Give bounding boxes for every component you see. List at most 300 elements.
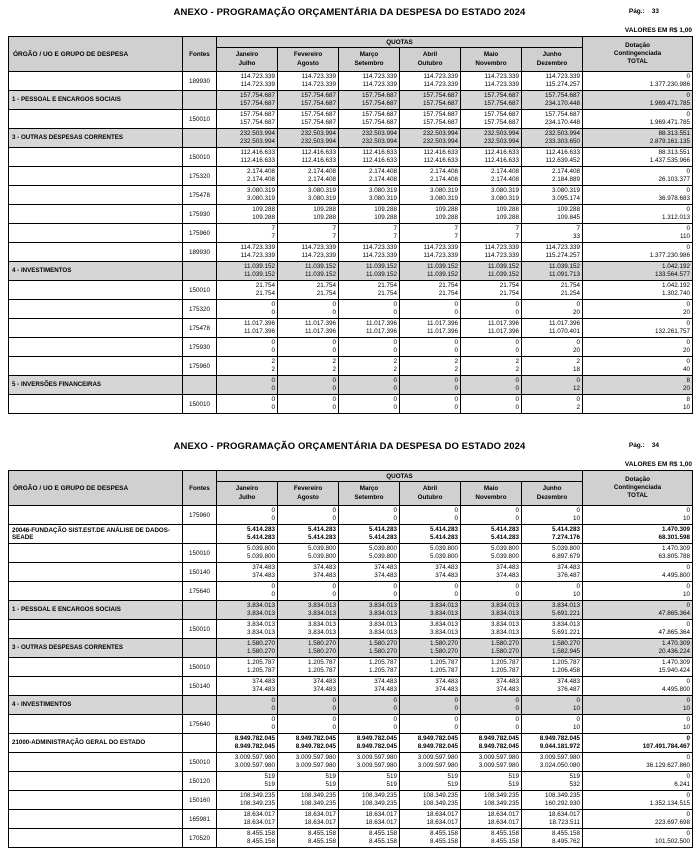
- semester1-value: 18.634.017: [426, 810, 458, 818]
- semester1-value: 0: [271, 715, 275, 723]
- col-header-month-1: [278, 482, 339, 506]
- total-value: 36.978.683: [658, 195, 691, 202]
- page-header: [0, 7, 699, 20]
- semester2-value: 8.949.782.045: [478, 743, 519, 750]
- cell-orgao: 1 - PESSOAL E ENCARGOS SOCIAIS: [9, 601, 183, 620]
- cell-fonte: [183, 91, 217, 110]
- month-line1: Março: [359, 51, 379, 58]
- semester2-value: 2: [454, 366, 458, 373]
- month-line2: Setembro: [354, 59, 384, 67]
- total-value: 47.865.364: [658, 629, 691, 636]
- cell-month-0: [217, 810, 278, 829]
- cell-month-4: [461, 601, 522, 620]
- cell-month-4: [461, 696, 522, 715]
- cell-orgao: [9, 186, 183, 205]
- semester1-value: 3.834.013: [552, 620, 581, 628]
- semester1-value: 0: [576, 506, 581, 514]
- semester1-value: 8.949.782.045: [295, 734, 336, 742]
- cell-month-1: [278, 205, 339, 224]
- semester1-value: 1.205.787: [490, 658, 519, 666]
- cell-orgao: [9, 395, 183, 414]
- cell-month-3: [400, 525, 461, 544]
- semester1-value: 3.009.597.980: [417, 753, 458, 761]
- table-row: [9, 525, 693, 544]
- page-number-label: Pág.:: [628, 8, 645, 15]
- cell-month-4: [461, 91, 522, 110]
- semester2-value: 374.483: [313, 572, 336, 579]
- cell-month-5: [522, 829, 583, 848]
- contingenciada-value: 0: [686, 205, 691, 213]
- total-value: 133.564.577: [654, 271, 691, 278]
- semester1-value: 1.580.270: [246, 639, 275, 647]
- semester2-value: 109.288: [313, 214, 336, 221]
- semester2-value: 9.044.181.972: [539, 743, 581, 750]
- cell-dotacao: [583, 224, 693, 243]
- semester2-value: 0: [271, 404, 275, 411]
- cell-fonte: 150010: [183, 658, 217, 677]
- cell-month-3: [400, 791, 461, 810]
- semester2-value: 11.091.713: [548, 271, 581, 278]
- table-row: [9, 582, 693, 601]
- semester1-value: 11.017.396: [304, 319, 336, 327]
- cell-month-3: [400, 357, 461, 376]
- semester2-value: 11.017.396: [365, 328, 397, 335]
- cell-month-0: [217, 525, 278, 544]
- semester1-value: 0: [576, 376, 581, 384]
- semester1-value: 5.414.283: [490, 525, 519, 533]
- semester1-value: 0: [393, 338, 397, 346]
- semester2-value: 3.009.597.980: [356, 762, 397, 769]
- semester1-value: 0: [454, 338, 458, 346]
- total-value: 1.302.740: [662, 290, 691, 297]
- semester1-value: 5.414.283: [552, 525, 581, 533]
- cell-month-2: [339, 262, 400, 281]
- semester2-value: 0: [393, 385, 397, 392]
- contingenciada-value: 0: [686, 734, 691, 742]
- cell-month-3: [400, 829, 461, 848]
- cell-month-3: [400, 129, 461, 148]
- cell-fonte: 175320: [183, 300, 217, 319]
- contingenciada-value: 1.470.309: [662, 544, 691, 552]
- cell-dotacao: [583, 582, 693, 601]
- semester2-value: 10: [573, 705, 581, 712]
- semester1-value: 0: [454, 715, 458, 723]
- table-row: [9, 791, 693, 810]
- semester2-value: 519: [386, 781, 397, 788]
- semester2-value: 11.039.152: [365, 271, 397, 278]
- semester2-value: 8.455.158: [246, 838, 275, 845]
- semester1-value: 114.723.339: [301, 243, 336, 251]
- semester2-value: 0: [515, 591, 519, 598]
- semester1-value: 8.455.158: [429, 829, 458, 837]
- semester2-value: 114.723.339: [240, 252, 275, 259]
- semester2-value: 3.009.597.980: [478, 762, 519, 769]
- cell-month-1: [278, 639, 339, 658]
- semester2-value: 374.483: [496, 686, 519, 693]
- cell-orgao: [9, 224, 183, 243]
- cell-fonte: 150010: [183, 620, 217, 639]
- cell-month-4: [461, 639, 522, 658]
- cell-month-5: [522, 395, 583, 414]
- cell-dotacao: [583, 148, 693, 167]
- cell-month-2: [339, 582, 400, 601]
- semester1-value: 232.503.994: [544, 129, 581, 137]
- budget-table: [8, 470, 693, 848]
- cell-month-3: [400, 224, 461, 243]
- semester2-value: 8.949.782.045: [234, 743, 275, 750]
- semester1-value: 5.039.800: [429, 544, 458, 552]
- cell-month-1: [278, 791, 339, 810]
- semester2-value: 5.039.800: [307, 553, 336, 560]
- semester1-value: 112.416.633: [545, 148, 581, 156]
- semester1-value: 8.455.158: [307, 829, 336, 837]
- semester1-value: 157.754.687: [483, 91, 519, 99]
- semester2-value: 114.723.339: [301, 81, 336, 88]
- cell-month-1: [278, 395, 339, 414]
- contingenciada-value: 0: [686, 357, 691, 365]
- col-header-month-4: [461, 482, 522, 506]
- semester1-value: 5.414.283: [429, 525, 458, 533]
- semester2-value: 21.754: [377, 290, 397, 297]
- cell-month-3: [400, 715, 461, 734]
- cell-fonte: 175320: [183, 167, 217, 186]
- semester1-value: 232.503.994: [361, 129, 397, 137]
- total-value: 6.241: [674, 781, 691, 788]
- semester1-value: 114.723.339: [362, 243, 397, 251]
- semester2-value: 3.834.013: [307, 629, 336, 636]
- semester2-value: 1.580.270: [307, 648, 336, 655]
- cell-fonte: 175930: [183, 205, 217, 224]
- semester1-value: 114.723.339: [240, 243, 275, 251]
- semester2-value: 519: [508, 781, 519, 788]
- cell-month-0: [217, 791, 278, 810]
- semester2-value: 2.174.408: [490, 176, 519, 183]
- cell-orgao: [9, 544, 183, 563]
- semester1-value: 7: [576, 224, 581, 232]
- total-value: 110: [679, 233, 691, 240]
- semester2-value: 11.017.396: [426, 328, 458, 335]
- semester1-value: 5.414.283: [368, 525, 397, 533]
- semester1-value: 0: [332, 300, 336, 308]
- semester2-value: 157.754.687: [422, 100, 458, 107]
- cell-month-1: [278, 696, 339, 715]
- cell-month-2: [339, 620, 400, 639]
- cell-month-4: [461, 395, 522, 414]
- cell-month-5: [522, 810, 583, 829]
- semester2-value: 108.349.235: [361, 800, 397, 807]
- cell-month-4: [461, 129, 522, 148]
- cell-month-0: [217, 224, 278, 243]
- semester2-value: 18: [573, 366, 581, 373]
- semester2-value: 0: [515, 705, 519, 712]
- cell-fonte: [183, 639, 217, 658]
- semester1-value: 8.949.782.045: [478, 734, 519, 742]
- col-header-month-0: [217, 482, 278, 506]
- semester2-value: 5.414.283: [490, 534, 519, 541]
- cell-month-5: [522, 110, 583, 129]
- col-header-fontes: Fontes: [183, 471, 217, 506]
- semester1-value: 3.834.013: [246, 620, 275, 628]
- semester2-value: 11.039.152: [426, 271, 458, 278]
- semester2-value: 519: [325, 781, 336, 788]
- table-row: [9, 810, 693, 829]
- cell-fonte: 170520: [183, 829, 217, 848]
- cell-month-1: [278, 243, 339, 262]
- table-row: [9, 601, 693, 620]
- cell-month-0: [217, 395, 278, 414]
- semester2-value: 3.834.013: [429, 610, 458, 617]
- cell-month-4: [461, 582, 522, 601]
- semester1-value: 112.416.633: [423, 148, 458, 156]
- semester2-value: 0: [332, 309, 336, 316]
- semester2-value: 11.039.152: [304, 271, 336, 278]
- semester2-value: 0: [332, 515, 336, 522]
- cell-orgao: [9, 829, 183, 848]
- cell-month-3: [400, 544, 461, 563]
- dotacao-label-line1: Dotação: [625, 42, 650, 49]
- cell-fonte: 175960: [183, 224, 217, 243]
- semester1-value: 21.754: [377, 281, 397, 289]
- semester1-value: 0: [393, 506, 397, 514]
- semester1-value: 8.455.158: [552, 829, 581, 837]
- cell-fonte: 175478: [183, 186, 217, 205]
- cell-month-5: [522, 715, 583, 734]
- semester1-value: 0: [515, 506, 519, 514]
- semester2-value: 11.017.396: [243, 328, 275, 335]
- semester2-value: 0: [515, 347, 519, 354]
- cell-month-1: [278, 110, 339, 129]
- semester1-value: 0: [454, 506, 458, 514]
- cell-orgao: 4 - INVESTIMENTOS: [9, 262, 183, 281]
- semester1-value: 0: [576, 582, 581, 590]
- cell-month-2: [339, 677, 400, 696]
- semester1-value: 1.580.270: [368, 639, 397, 647]
- semester2-value: 0: [454, 404, 458, 411]
- semester1-value: 232.503.994: [239, 129, 275, 137]
- semester2-value: 10: [573, 591, 581, 598]
- cell-fonte: 175640: [183, 715, 217, 734]
- semester2-value: 0: [515, 309, 519, 316]
- cell-orgao: [9, 658, 183, 677]
- table-row: [9, 110, 693, 129]
- semester1-value: 21.754: [499, 281, 519, 289]
- cell-dotacao: [583, 129, 693, 148]
- contingenciada-value: 0: [686, 791, 691, 799]
- semester1-value: 0: [332, 696, 336, 704]
- cell-fonte: 175478: [183, 319, 217, 338]
- cell-month-0: [217, 544, 278, 563]
- cell-orgao: [9, 319, 183, 338]
- semester1-value: 0: [271, 376, 275, 384]
- semester2-value: 1.582.945: [552, 648, 581, 655]
- semester2-value: 11.070.401: [548, 328, 581, 335]
- semester2-value: 0: [454, 515, 458, 522]
- contingenciada-value: 1.470.309: [662, 639, 691, 647]
- semester1-value: 11.017.396: [487, 319, 519, 327]
- contingenciada-value: 1.470.309: [662, 658, 691, 666]
- cell-month-2: [339, 563, 400, 582]
- semester1-value: 3.834.013: [368, 601, 397, 609]
- table-row: [9, 72, 693, 91]
- semester1-value: 3.834.013: [490, 620, 519, 628]
- semester1-value: 157.754.687: [544, 110, 581, 118]
- semester1-value: 157.754.687: [300, 91, 336, 99]
- col-header-quotas: QUOTAS: [217, 37, 583, 48]
- semester1-value: 0: [576, 395, 581, 403]
- semester1-value: 374.483: [557, 677, 581, 685]
- cell-month-2: [339, 72, 400, 91]
- cell-month-4: [461, 506, 522, 525]
- cell-month-5: [522, 525, 583, 544]
- currency-note: VALORES EM R$ 1,00: [624, 27, 692, 34]
- cell-month-1: [278, 167, 339, 186]
- month-line2: Outubro: [417, 59, 443, 67]
- semester2-value: 109.288: [252, 214, 275, 221]
- semester2-value: 374.483: [374, 572, 397, 579]
- semester2-value: 232.503.994: [361, 138, 397, 145]
- month-line1: Janeiro: [235, 485, 259, 492]
- cell-fonte: [183, 734, 217, 753]
- cell-orgao: 5 - INVERSÕES FINANCEIRAS: [9, 376, 183, 395]
- semester2-value: 0: [271, 385, 275, 392]
- semester2-value: 376.487: [557, 686, 581, 693]
- cell-month-2: [339, 91, 400, 110]
- semester2-value: 233.303.650: [544, 138, 581, 145]
- semester2-value: 18.634.017: [243, 819, 275, 826]
- cell-month-4: [461, 281, 522, 300]
- semester2-value: 3.080.319: [490, 195, 519, 202]
- cell-month-3: [400, 506, 461, 525]
- semester2-value: 1.580.270: [429, 648, 458, 655]
- semester1-value: 109.288: [435, 205, 458, 213]
- cell-month-4: [461, 262, 522, 281]
- semester1-value: 2.174.408: [368, 167, 397, 175]
- semester1-value: 0: [576, 715, 581, 723]
- semester1-value: 374.483: [435, 563, 458, 571]
- semester1-value: 0: [454, 696, 458, 704]
- semester1-value: 114.723.339: [545, 243, 581, 251]
- month-line2: Dezembro: [536, 59, 568, 67]
- cell-orgao: [9, 205, 183, 224]
- cell-month-1: [278, 677, 339, 696]
- semester2-value: 5.039.800: [368, 553, 397, 560]
- cell-month-1: [278, 620, 339, 639]
- cell-orgao: [9, 281, 183, 300]
- semester1-value: 108.349.235: [239, 791, 275, 799]
- semester1-value: 5.039.800: [552, 544, 581, 552]
- cell-orgao: [9, 110, 183, 129]
- cell-month-5: [522, 205, 583, 224]
- semester1-value: 157.754.687: [483, 110, 519, 118]
- cell-fonte: 150140: [183, 563, 217, 582]
- cell-month-5: [522, 338, 583, 357]
- cell-month-5: [522, 148, 583, 167]
- semester2-value: 108.349.235: [300, 800, 336, 807]
- cell-dotacao: [583, 262, 693, 281]
- semester2-value: 0: [271, 347, 275, 354]
- semester1-value: 0: [271, 300, 275, 308]
- semester2-value: 157.754.687: [300, 100, 336, 107]
- semester2-value: 157.754.687: [483, 100, 519, 107]
- month-line1: Junho: [542, 51, 562, 58]
- semester2-value: 3.834.013: [246, 629, 275, 636]
- semester2-value: 0: [515, 515, 519, 522]
- cell-month-3: [400, 582, 461, 601]
- semester2-value: 2.174.408: [307, 176, 336, 183]
- semester2-value: 0: [332, 404, 336, 411]
- semester1-value: 2.174.408: [552, 167, 581, 175]
- total-value: 1.377.230.986: [649, 81, 691, 88]
- contingenciada-value: 8: [686, 395, 691, 403]
- semester1-value: 7: [515, 224, 519, 232]
- cell-month-0: [217, 167, 278, 186]
- month-line1: Fevereiro: [293, 51, 323, 58]
- cell-orgao: [9, 620, 183, 639]
- semester1-value: 108.349.235: [300, 791, 336, 799]
- semester2-value: 157.754.687: [239, 100, 275, 107]
- cell-month-4: [461, 186, 522, 205]
- month-line2: Novembro: [475, 493, 507, 501]
- semester1-value: 112.416.633: [484, 148, 519, 156]
- month-line2: Dezembro: [536, 493, 568, 501]
- semester1-value: 3.009.597.980: [234, 753, 275, 761]
- cell-month-4: [461, 810, 522, 829]
- semester1-value: 114.723.339: [423, 72, 458, 80]
- semester1-value: 8.455.158: [246, 829, 275, 837]
- cell-orgao: 4 - INVESTIMENTOS: [9, 696, 183, 715]
- semester2-value: 18.634.017: [365, 819, 397, 826]
- semester1-value: 519: [508, 772, 519, 780]
- semester2-value: 0: [332, 591, 336, 598]
- semester1-value: 3.009.597.980: [539, 753, 581, 761]
- contingenciada-value: 0: [686, 110, 691, 118]
- cell-month-5: [522, 582, 583, 601]
- cell-month-4: [461, 243, 522, 262]
- table-row: [9, 148, 693, 167]
- cell-month-3: [400, 281, 461, 300]
- semester1-value: 5.039.800: [490, 544, 519, 552]
- cell-dotacao: [583, 243, 693, 262]
- cell-month-3: [400, 186, 461, 205]
- semester1-value: 0: [393, 696, 397, 704]
- cell-month-0: [217, 300, 278, 319]
- cell-month-1: [278, 72, 339, 91]
- semester2-value: 114.723.339: [362, 252, 397, 259]
- contingenciada-value: 0: [686, 91, 691, 99]
- cell-month-2: [339, 186, 400, 205]
- cell-month-4: [461, 148, 522, 167]
- cell-month-3: [400, 753, 461, 772]
- cell-fonte: 150010: [183, 148, 217, 167]
- semester2-value: 0: [454, 347, 458, 354]
- cell-month-2: [339, 734, 400, 753]
- semester1-value: 114.723.339: [362, 72, 397, 80]
- semester2-value: 157.754.687: [239, 119, 275, 126]
- cell-month-5: [522, 620, 583, 639]
- semester1-value: 8.949.782.045: [356, 734, 397, 742]
- cell-month-4: [461, 319, 522, 338]
- page-header: [0, 441, 699, 454]
- cell-month-0: [217, 186, 278, 205]
- table-row: [9, 772, 693, 791]
- cell-fonte: 150010: [183, 281, 217, 300]
- semester1-value: 3.834.013: [490, 601, 519, 609]
- cell-month-2: [339, 601, 400, 620]
- cell-fonte: 150010: [183, 395, 217, 414]
- semester2-value: 11.039.152: [487, 271, 519, 278]
- semester2-value: 21.754: [499, 290, 519, 297]
- semester1-value: 8.949.782.045: [539, 734, 581, 742]
